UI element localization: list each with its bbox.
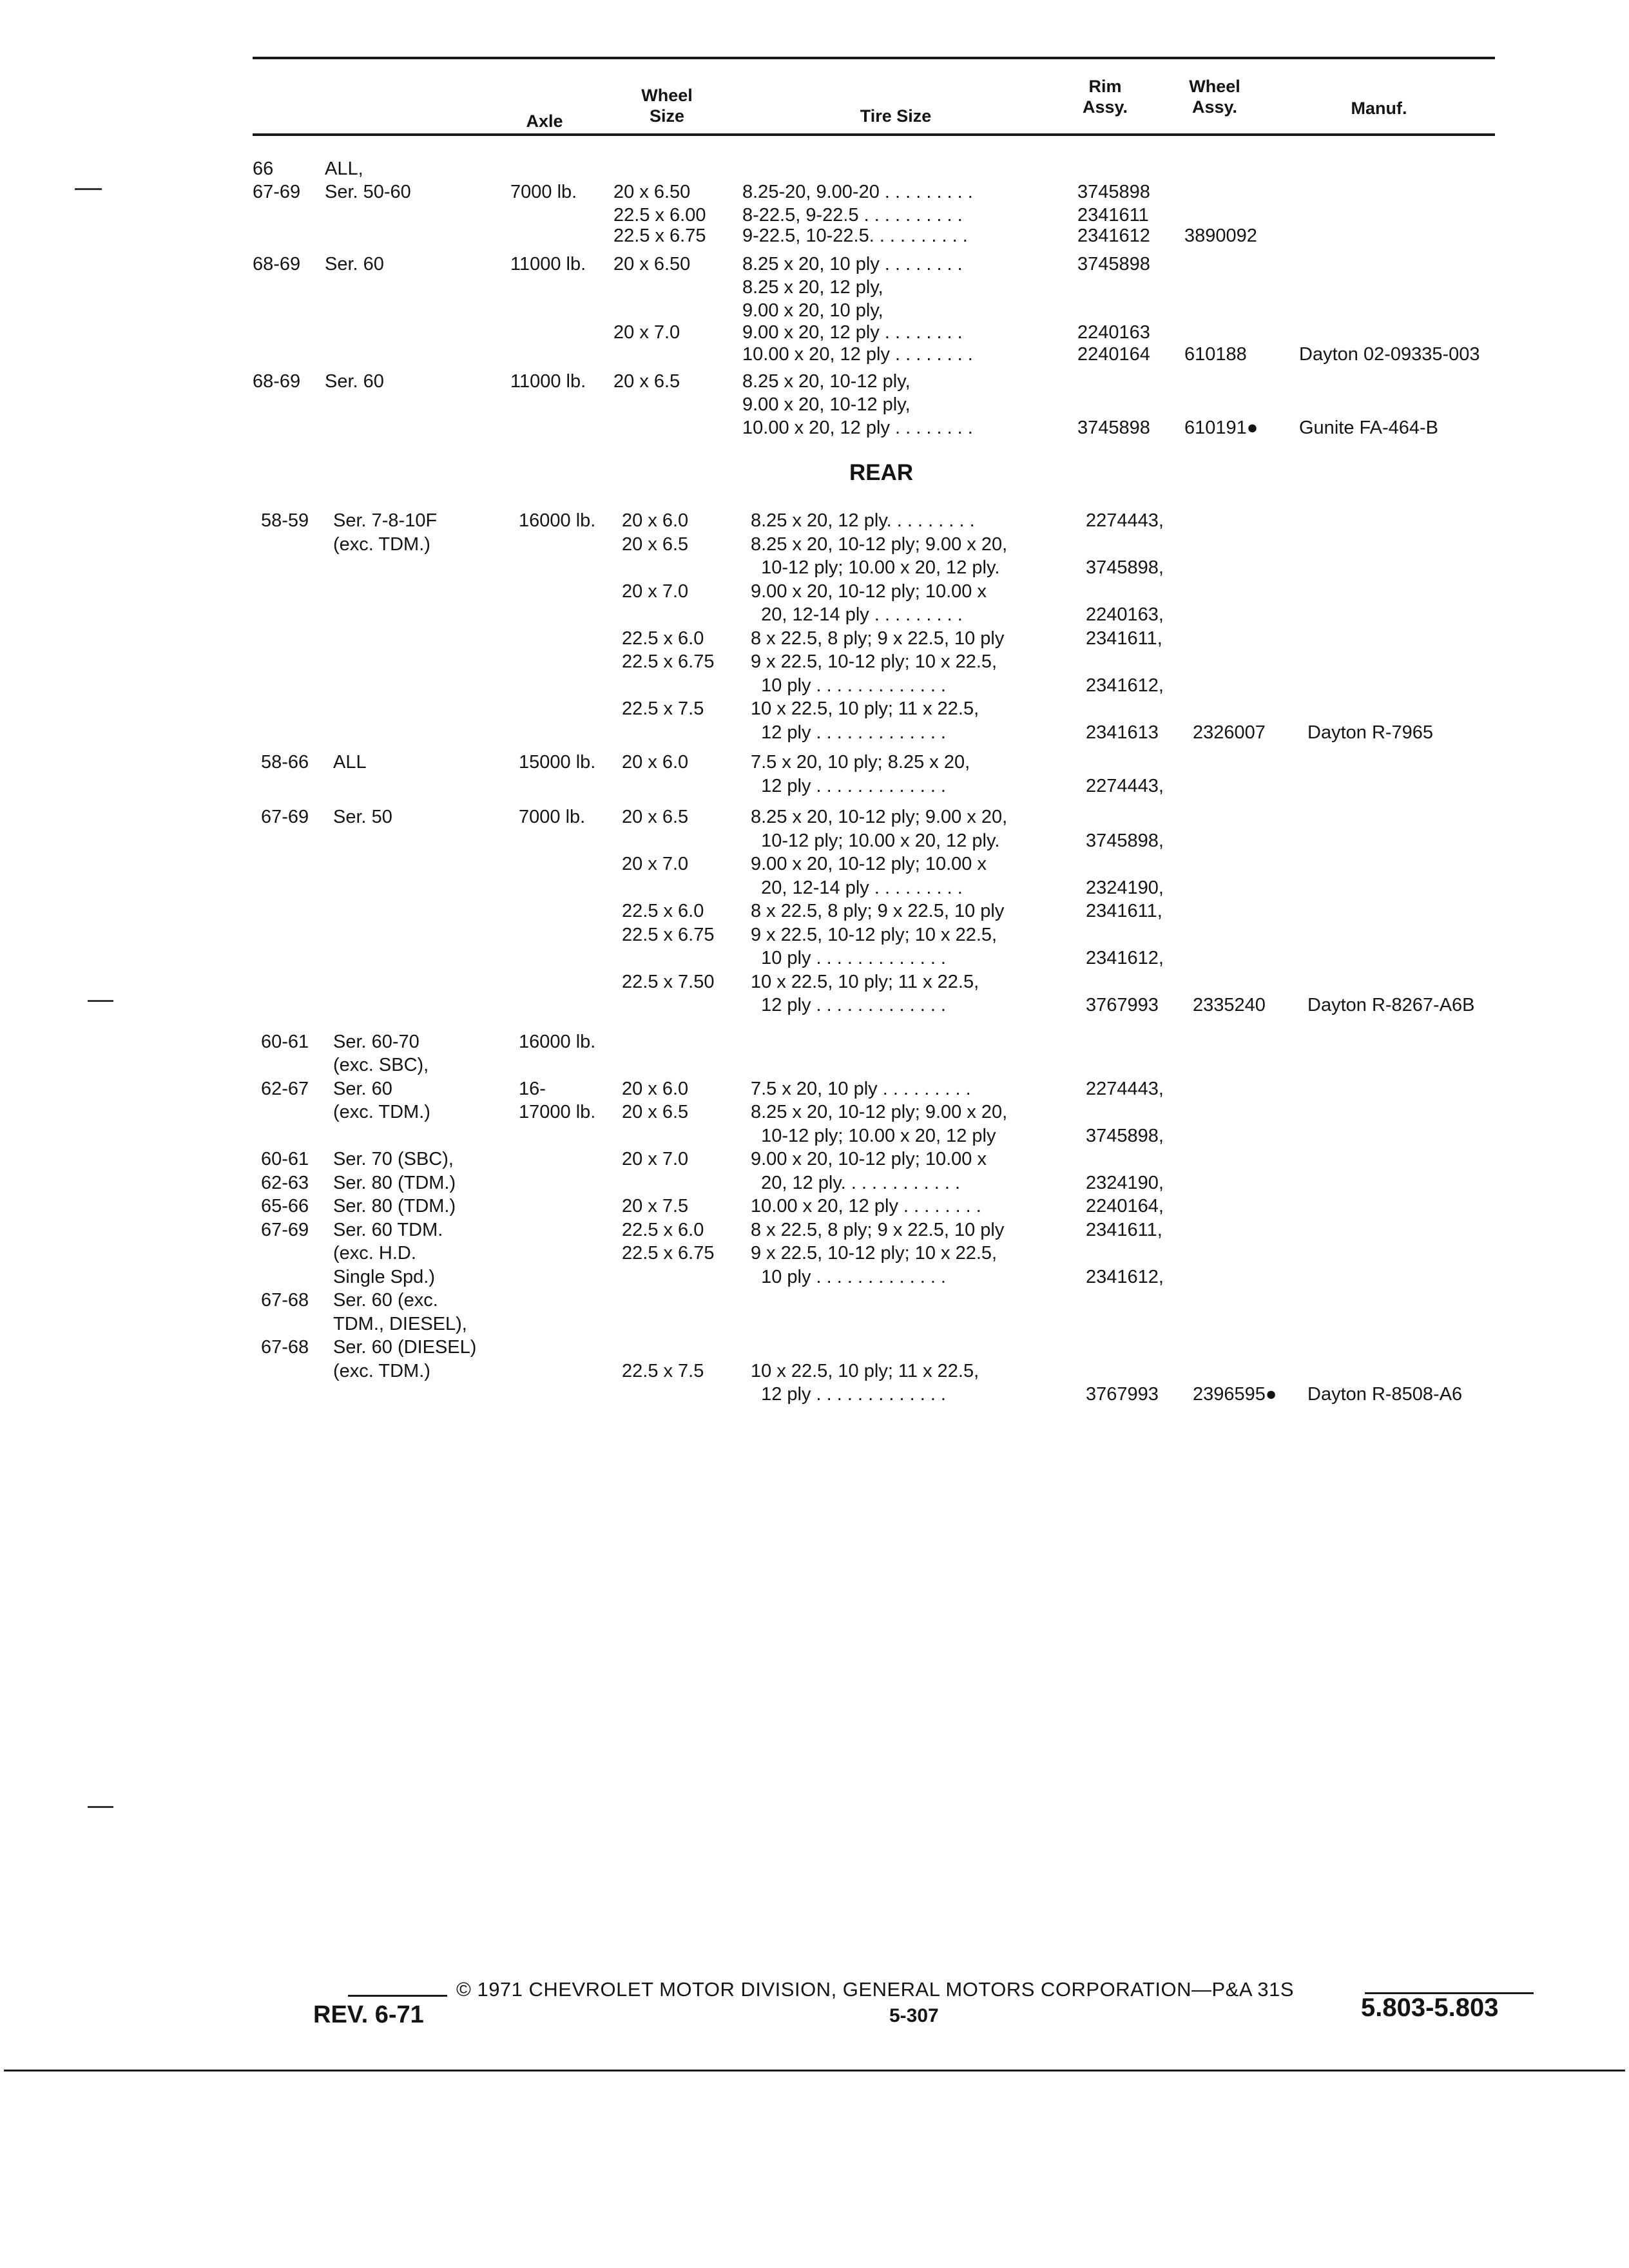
tire-size-cell: 10 ply . . . . . . . . . . . . .	[751, 948, 946, 968]
table-row	[261, 1148, 1498, 1171]
series-cell: (exc. TDM.)	[333, 533, 430, 555]
rim-assy-number: 3767993	[1086, 995, 1159, 1015]
table-row	[261, 1360, 1498, 1383]
rim-assy-number: 2240163,	[1086, 604, 1164, 625]
tire-size-cell: 10 x 22.5, 10 ply; 11 x 22.5,	[751, 971, 979, 992]
table-row	[261, 1312, 1498, 1336]
table-row	[261, 580, 1498, 604]
wheel-size-cell: 20 x 6.0	[622, 510, 689, 531]
header-tire-size: Tire Size	[860, 106, 932, 126]
section-number: 5.803-5.803	[1361, 1994, 1499, 2022]
wheel-assy-number: 610188	[1184, 344, 1247, 365]
axle-capacity: 16-	[519, 1078, 546, 1099]
rim-assy-number: 3745898	[1077, 182, 1150, 202]
wheel-assy-number: 2396595●	[1193, 1384, 1277, 1405]
rim-assy-number: 3745898,	[1086, 1125, 1164, 1146]
model-year: 60-61	[261, 1031, 309, 1052]
rim-assy-number: 2341611,	[1086, 1219, 1162, 1240]
wheel-size-cell: 20 x 7.0	[622, 581, 689, 602]
model-year: 67-69	[261, 807, 309, 827]
model-year: 58-66	[261, 752, 309, 773]
table-row	[261, 556, 1498, 580]
tire-size-cell: 8.25 x 20, 12 ply. . . . . . . . .	[751, 510, 975, 531]
wheel-size-cell: 22.5 x 7.5	[622, 698, 704, 719]
wheel-assy-number: 610191●	[1184, 418, 1258, 438]
tire-size-cell: 10-12 ply; 10.00 x 20, 12 ply.	[751, 830, 1000, 851]
series-cell: Ser. 50	[333, 807, 392, 827]
wheel-size-cell: 22.5 x 6.75	[613, 226, 706, 246]
tire-size-cell: 9.00 x 20, 10 ply,	[742, 300, 883, 321]
model-year: 58-59	[261, 510, 309, 531]
axle-capacity: 11000 lb.	[510, 254, 586, 274]
table-row	[261, 994, 1498, 1017]
model-year: 68-69	[253, 254, 301, 274]
table-row	[261, 509, 1498, 533]
wheel-size-cell: 20 x 7.0	[622, 1149, 689, 1169]
table-row	[253, 416, 1490, 440]
table-row	[261, 970, 1498, 994]
margin-tick	[88, 1000, 113, 1002]
table-row	[261, 751, 1498, 774]
rim-assy-number: 3745898	[1077, 254, 1150, 274]
table-row	[261, 697, 1498, 721]
table-row	[261, 774, 1498, 798]
rim-assy-number: 2341612,	[1086, 948, 1164, 968]
series-cell: Ser. 60	[333, 1078, 392, 1099]
wheel-assy-number: 3890092	[1184, 226, 1257, 246]
tire-size-cell: 7.5 x 20, 10 ply . . . . . . . . .	[751, 1078, 971, 1099]
tire-size-cell: 10-12 ply; 10.00 x 20, 12 ply.	[751, 557, 1000, 578]
series-cell: Ser. 70 (SBC),	[333, 1149, 454, 1169]
series-cell: Single Spd.)	[333, 1266, 435, 1287]
tire-size-cell: 12 ply . . . . . . . . . . . . .	[751, 722, 946, 743]
model-year: 66	[253, 159, 274, 179]
table-row	[261, 1077, 1498, 1101]
series-cell: Ser. 60-70	[333, 1031, 419, 1052]
tire-size-cell: 12 ply . . . . . . . . . . . . .	[751, 995, 946, 1015]
copyright-line: © 1971 CHEVROLET MOTOR DIVISION, GENERAL MOTORS CORPORATION—P&A 31S	[456, 1978, 1295, 2001]
tire-size-cell: 8-22.5, 9-22.5 . . . . . . . . . .	[742, 205, 963, 226]
table-row	[261, 899, 1498, 923]
rim-assy-number: 2274443,	[1086, 1078, 1164, 1099]
table-row	[261, 1030, 1498, 1054]
rim-assy-number: 2240164	[1077, 344, 1150, 365]
axle-capacity: 7000 lb.	[519, 807, 586, 827]
manufacturer-cell: Dayton R-8508-A6	[1307, 1384, 1463, 1405]
table-row	[261, 947, 1498, 970]
tire-size-cell: 10-12 ply; 10.00 x 20, 12 ply	[751, 1125, 996, 1146]
rim-assy-number: 2324190,	[1086, 1172, 1164, 1193]
tire-size-cell: 10.00 x 20, 12 ply . . . . . . . .	[742, 418, 973, 438]
series-cell: (exc. TDM.)	[333, 1360, 430, 1381]
tire-size-cell: 8.25 x 20, 10-12 ply; 9.00 x 20,	[751, 807, 1008, 827]
rim-assy-number: 3745898,	[1086, 557, 1164, 578]
header-rule	[253, 133, 1495, 136]
tire-size-cell: 9.00 x 20, 10-12 ply; 10.00 x	[751, 1149, 987, 1169]
table-row	[261, 805, 1498, 829]
series-cell: Ser. 80 (TDM.)	[333, 1196, 456, 1216]
model-year: 67-69	[261, 1219, 309, 1240]
series-cell: ALL,	[325, 159, 363, 179]
table-row	[261, 674, 1498, 698]
rim-assy-number: 2274443,	[1086, 510, 1164, 531]
model-year: 67-69	[253, 182, 301, 202]
series-cell: Ser. 60	[325, 371, 384, 392]
table-row	[253, 180, 1490, 204]
wheel-size-cell: 20 x 6.0	[622, 752, 689, 773]
series-cell: (exc. TDM.)	[333, 1102, 430, 1122]
wheel-size-cell: 20 x 6.0	[622, 1078, 689, 1099]
series-cell: Ser. 60 (DIESEL)	[333, 1337, 477, 1358]
tire-size-cell: 9.00 x 20, 10-12 ply; 10.00 x	[751, 581, 987, 602]
tire-size-cell: 8 x 22.5, 8 ply; 9 x 22.5, 10 ply	[751, 628, 1005, 649]
model-year: 68-69	[253, 371, 301, 392]
rim-assy-number: 3745898	[1077, 418, 1150, 438]
series-cell: Ser. 7-8-10F	[333, 510, 438, 531]
table-row	[261, 1383, 1498, 1407]
table-row	[261, 627, 1498, 651]
axle-capacity: 16000 lb.	[519, 510, 596, 531]
rear-table	[261, 509, 1495, 1405]
wheel-size-cell: 20 x 7.5	[622, 1196, 689, 1216]
revision-label: REV. 6-71	[313, 2001, 424, 2028]
tire-size-cell: 20, 12-14 ply . . . . . . . . .	[751, 604, 963, 625]
series-cell: Ser. 80 (TDM.)	[333, 1172, 456, 1193]
table-row	[261, 1218, 1498, 1242]
header-wheel-size: Wheel Size	[641, 86, 693, 126]
header-rim-assy: Rim Assy.	[1082, 77, 1128, 117]
series-cell: (exc. SBC),	[333, 1055, 429, 1075]
rim-assy-number: 2240164,	[1086, 1196, 1164, 1216]
table-row	[261, 1053, 1498, 1077]
table-row	[253, 343, 1490, 367]
table-row	[261, 923, 1498, 947]
page-number: 5-307	[889, 2005, 939, 2026]
table-row	[253, 224, 1490, 248]
wheel-size-cell: 22.5 x 6.0	[622, 628, 704, 649]
wheel-size-cell: 20 x 6.5	[613, 371, 680, 392]
margin-tick	[75, 188, 102, 190]
manufacturer-cell: Gunite FA-464-B	[1299, 418, 1438, 438]
header-manuf: Manuf.	[1351, 99, 1407, 118]
wheel-size-cell: 20 x 7.0	[622, 854, 689, 874]
tire-size-cell: 8.25 x 20, 10 ply . . . . . . . .	[742, 254, 963, 274]
tire-size-cell: 9-22.5, 10-22.5. . . . . . . . . .	[742, 226, 968, 246]
wheel-size-cell: 20 x 6.5	[622, 1102, 689, 1122]
front-table	[253, 157, 1495, 447]
model-year: 67-68	[261, 1290, 309, 1311]
table-row	[261, 1195, 1498, 1218]
tire-size-cell: 9 x 22.5, 10-12 ply; 10 x 22.5,	[751, 651, 998, 672]
tire-size-cell: 8.25 x 20, 12 ply,	[742, 277, 883, 298]
wheel-size-cell: 20 x 6.50	[613, 182, 691, 202]
table-row	[261, 852, 1498, 876]
table-row	[261, 1124, 1498, 1148]
rim-assy-number: 3745898,	[1086, 830, 1164, 851]
axle-capacity: 17000 lb.	[519, 1102, 596, 1122]
top-rule	[253, 57, 1495, 59]
wheel-size-cell: 22.5 x 6.0	[622, 1219, 704, 1240]
wheel-size-cell: 20 x 6.5	[622, 533, 689, 555]
rim-assy-number: 2341612,	[1086, 675, 1164, 696]
rim-assy-number: 3767993	[1086, 1384, 1159, 1405]
axle-capacity: 16000 lb.	[519, 1031, 596, 1052]
rim-assy-number: 2341612	[1077, 226, 1150, 246]
rim-assy-number: 2341611	[1077, 205, 1149, 226]
wheel-assy-number: 2335240	[1193, 995, 1266, 1015]
tire-size-cell: 8.25-20, 9.00-20 . . . . . . . . .	[742, 182, 973, 202]
rim-assy-number: 2240163	[1077, 322, 1150, 343]
rear-section-title: REAR	[849, 460, 914, 485]
tire-size-cell: 20, 12-14 ply . . . . . . . . .	[751, 877, 963, 898]
table-row	[253, 276, 1490, 300]
tire-size-cell: 10 x 22.5, 10 ply; 11 x 22.5,	[751, 698, 979, 719]
table-row	[253, 157, 1490, 181]
tire-size-cell: 10.00 x 20, 12 ply . . . . . . . .	[742, 344, 973, 365]
tire-size-cell: 10 x 22.5, 10 ply; 11 x 22.5,	[751, 1360, 979, 1381]
model-year: 65-66	[261, 1196, 309, 1216]
table-row	[261, 1242, 1498, 1265]
table-row	[261, 876, 1498, 900]
rim-assy-number: 2341613	[1086, 722, 1159, 743]
tire-size-cell: 9.00 x 20, 12 ply . . . . . . . .	[742, 322, 963, 343]
tire-size-cell: 20, 12 ply. . . . . . . . . . . .	[751, 1172, 961, 1193]
rim-assy-number: 2341611,	[1086, 628, 1162, 649]
bottom-rule	[4, 2070, 1625, 2071]
table-row	[261, 1171, 1498, 1195]
series-cell: Ser. 60 (exc.	[333, 1290, 438, 1311]
wheel-size-cell: 22.5 x 6.75	[622, 924, 715, 945]
wheel-size-cell: 20 x 6.5	[622, 807, 689, 827]
table-row	[261, 650, 1498, 674]
table-row	[261, 1336, 1498, 1360]
manufacturer-cell: Dayton R-8267-A6B	[1307, 995, 1475, 1015]
rim-assy-number: 2341612,	[1086, 1266, 1164, 1287]
wheel-assy-number: 2326007	[1193, 722, 1266, 743]
table-row	[253, 299, 1490, 323]
series-cell: Ser. 60	[325, 254, 384, 274]
wheel-size-cell: 22.5 x 7.50	[622, 971, 715, 992]
table-row	[261, 1265, 1498, 1289]
series-cell: Ser. 60 TDM.	[333, 1219, 443, 1240]
tire-size-cell: 9.00 x 20, 10-12 ply,	[742, 394, 911, 415]
tire-size-cell: 10 ply . . . . . . . . . . . . .	[751, 1266, 946, 1287]
wheel-size-cell: 20 x 7.0	[613, 322, 680, 343]
rim-assy-number: 2274443,	[1086, 775, 1164, 796]
axle-capacity: 7000 lb.	[510, 182, 577, 202]
series-cell: (exc. H.D.	[333, 1243, 416, 1264]
tire-size-cell: 8.25 x 20, 10-12 ply,	[742, 371, 911, 392]
tire-size-cell: 8 x 22.5, 8 ply; 9 x 22.5, 10 ply	[751, 1219, 1005, 1240]
axle-capacity: 15000 lb.	[519, 752, 596, 773]
tire-size-cell: 12 ply . . . . . . . . . . . . .	[751, 775, 946, 796]
wheel-size-cell: 22.5 x 6.75	[622, 1243, 715, 1264]
table-row	[261, 533, 1498, 557]
table-row	[253, 321, 1490, 345]
model-year: 62-63	[261, 1172, 309, 1193]
table-row	[261, 721, 1498, 745]
wheel-size-cell: 22.5 x 6.0	[622, 901, 704, 921]
series-cell: ALL	[333, 752, 367, 773]
table-row	[253, 370, 1490, 394]
table-row	[261, 1100, 1498, 1124]
tire-size-cell: 7.5 x 20, 10 ply; 8.25 x 20,	[751, 752, 970, 773]
tire-size-cell: 8 x 22.5, 8 ply; 9 x 22.5, 10 ply	[751, 901, 1005, 921]
manufacturer-cell: Dayton R-7965	[1307, 722, 1434, 743]
tire-size-cell: 8.25 x 20, 10-12 ply; 9.00 x 20,	[751, 1102, 1008, 1122]
wheel-size-cell: 20 x 6.50	[613, 254, 691, 274]
header-wheel-assy: Wheel Assy.	[1189, 77, 1240, 117]
table-row	[261, 603, 1498, 627]
wheel-size-cell: 22.5 x 7.5	[622, 1360, 704, 1381]
footer-rule-left	[348, 1995, 447, 1997]
tire-size-cell: 9.00 x 20, 10-12 ply; 10.00 x	[751, 854, 987, 874]
tire-size-cell: 10 ply . . . . . . . . . . . . .	[751, 675, 946, 696]
manufacturer-cell: Dayton 02-09335-003	[1299, 344, 1480, 365]
tire-size-cell: 9 x 22.5, 10-12 ply; 10 x 22.5,	[751, 924, 998, 945]
wheel-size-cell: 22.5 x 6.00	[613, 205, 706, 226]
wheel-size-cell: 22.5 x 6.75	[622, 651, 715, 672]
table-row	[253, 393, 1490, 417]
axle-capacity: 11000 lb.	[510, 371, 586, 392]
series-cell: Ser. 50-60	[325, 182, 411, 202]
tire-size-cell: 8.25 x 20, 10-12 ply; 9.00 x 20,	[751, 533, 1008, 555]
model-year: 60-61	[261, 1149, 309, 1169]
tire-size-cell: 10.00 x 20, 12 ply . . . . . . . .	[751, 1196, 981, 1216]
rim-assy-number: 2324190,	[1086, 877, 1164, 898]
tire-size-cell: 12 ply . . . . . . . . . . . . .	[751, 1384, 946, 1405]
tire-size-cell: 9 x 22.5, 10-12 ply; 10 x 22.5,	[751, 1243, 998, 1264]
table-row	[253, 253, 1490, 276]
rim-assy-number: 2341611,	[1086, 901, 1162, 921]
model-year: 67-68	[261, 1337, 309, 1358]
table-row	[261, 829, 1498, 853]
model-year: 62-67	[261, 1078, 309, 1099]
header-axle: Axle	[526, 111, 563, 131]
series-cell: TDM., DIESEL),	[333, 1313, 467, 1334]
margin-tick	[88, 1806, 113, 1808]
table-row	[261, 1289, 1498, 1312]
